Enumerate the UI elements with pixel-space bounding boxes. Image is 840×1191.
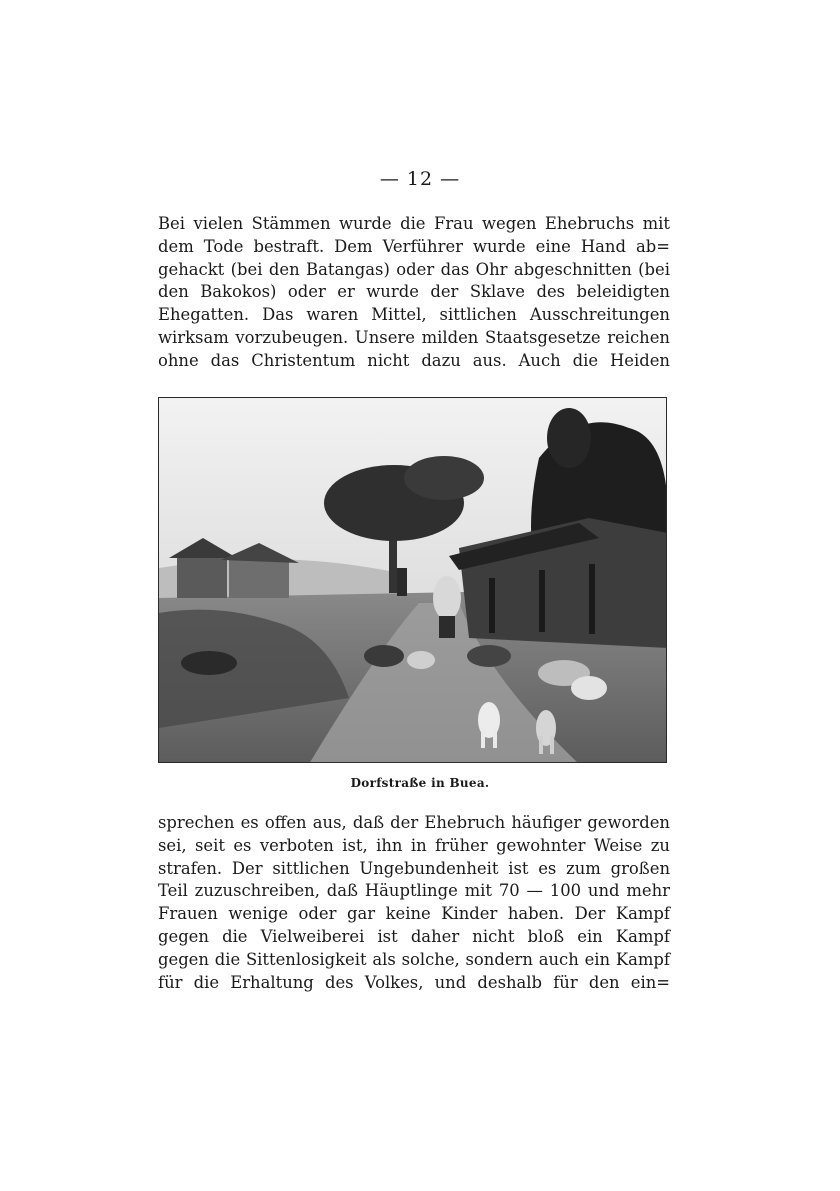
- paragraph-top: [158, 213, 670, 373]
- text-line: dem Tode bestraft. Dem Verführer wurde eine Hand ab=: [158, 236, 670, 256]
- text-line: Teil zuzuschreiben, daß Häuptlinge mit 70 — 100 und mehr: [158, 881, 670, 901]
- village-street-photo: [158, 397, 667, 763]
- text-line: gehackt (bei den Batangas) oder das Ohr abgeschnitten (bei: [158, 259, 670, 279]
- text-line: sprechen es offen aus, daß der Ehebruch häufiger geworden: [158, 813, 670, 832]
- page-number: — 12 —: [379, 168, 461, 190]
- text-line: gegen die Vielweiberei ist daher nicht bloß ein Kampf: [158, 926, 670, 946]
- text-line: strafen. Der sittlichen Ungebundenheit ist es zum großen: [158, 858, 670, 878]
- text-line: den Bakokos) oder er wurde der Sklave des beleidigten: [158, 282, 670, 302]
- paragraph-bottom: [158, 812, 670, 994]
- text-line: Bei vielen Stämmen wurde die Frau wegen Ehebruchs mit: [158, 214, 670, 233]
- photo-caption: Dorfstraße in Buea.: [350, 776, 490, 790]
- text-line: für die Erhaltung des Volkes, und deshalb für den ein=: [158, 972, 670, 992]
- text-line: gegen die Sittenlosigkeit als solche, sondern auch ein Kampf: [158, 949, 670, 969]
- text-line: ohne das Christentum nicht dazu aus. Auch die Heiden: [158, 350, 670, 370]
- text-line: wirksam vorzubeugen. Unsere milden Staatsgesetze reichen: [158, 327, 670, 347]
- text-line: sei, seit es verboten ist, ihn in früher gewohnter Weise zu: [158, 835, 670, 855]
- text-line: Ehegatten. Das waren Mittel, sittlichen Ausschreitungen: [158, 305, 670, 325]
- text-line: Frauen wenige oder gar keine Kinder haben. Der Kampf: [158, 904, 670, 924]
